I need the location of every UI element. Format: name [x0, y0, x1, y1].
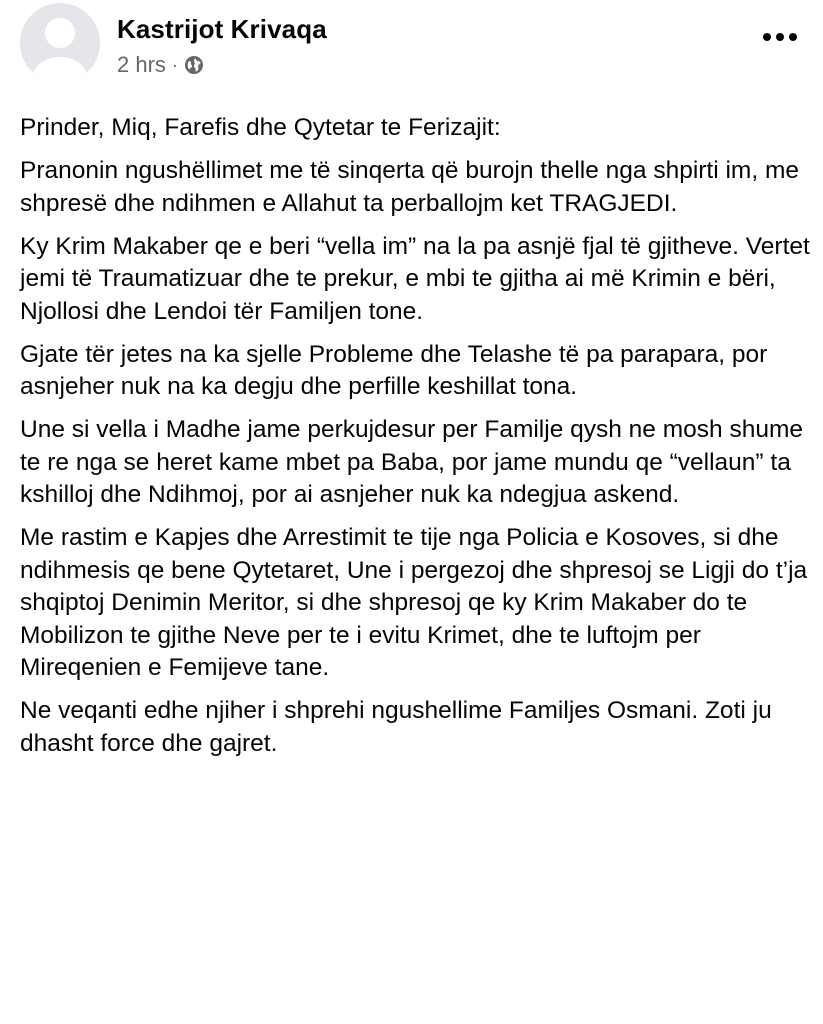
- post-paragraph: Pranonin ngushëllimet me të sinqerta që burojn thelle nga shpirti im, me shpresë dhe ndihmen e Allahut ta perballojm ket TRAGJEDI.: [20, 157, 799, 217]
- avatar[interactable]: [20, 3, 100, 83]
- post-paragraph: Ky Krim Makaber qe e beri “vella im” na la pa asnjë fjal të gjitheve. Vertet jemi të Traumatizuar dhe te prekur, e mbi te gjitha ai më Krimin e bëri, Njollosi dhe Lendoi tër Familjen tone.: [20, 232, 810, 325]
- more-options-icon: [762, 32, 798, 42]
- post-paragraph: Me rastim e Kapjes dhe Arrestimit te tije nga Policia e Kosoves, si dhe ndihmesis qe bene Qytetaret, Une i pergezoj dhe shpresoj se Ligji do t’ja shqiptoj Denimin Meritor, si dhe shpresoj qe ky Krim Makaber do te Mobilizon te gjithe Neve per te i evitu Krimet, dhe te luftojm per Mireqenien e Femijeve tane.: [20, 524, 808, 681]
- post-paragraph: Gjate tër jetes na ka sjelle Probleme dhe Telashe të pa parapara, por asnjeher nuk na ka degju dhe perfille keshillat tona.: [20, 340, 768, 400]
- meta-separator: ·: [171, 54, 178, 75]
- post-paragraph: Une si vella i Madhe jame perkujdesur per Familje qysh ne mosh shume te re nga se heret kame mbet pa Baba, por jame mundu qe “vellaun” ta kshilloj dhe Ndihmoj, por ai asnjeher nuk ka ndegjua askend.: [20, 416, 803, 508]
- more-options-button[interactable]: [755, 22, 805, 52]
- post-paragraph: Prinder, Miq, Farefis dhe Qytetar te Ferizajit:: [20, 114, 501, 141]
- post-time[interactable]: 2 hrs: [117, 52, 166, 77]
- author-name[interactable]: Kastrijot Krivaqa: [117, 14, 327, 44]
- globe-icon[interactable]: [184, 55, 204, 75]
- post-meta: [117, 52, 204, 78]
- default-avatar-icon: [20, 3, 100, 83]
- post-body: [20, 112, 810, 771]
- post-paragraph: Ne veqanti edhe njiher i shprehi ngushellime Familjes Osmani. Zoti ju dhasht force dhe gajret.: [20, 697, 772, 757]
- post-header: [0, 0, 823, 96]
